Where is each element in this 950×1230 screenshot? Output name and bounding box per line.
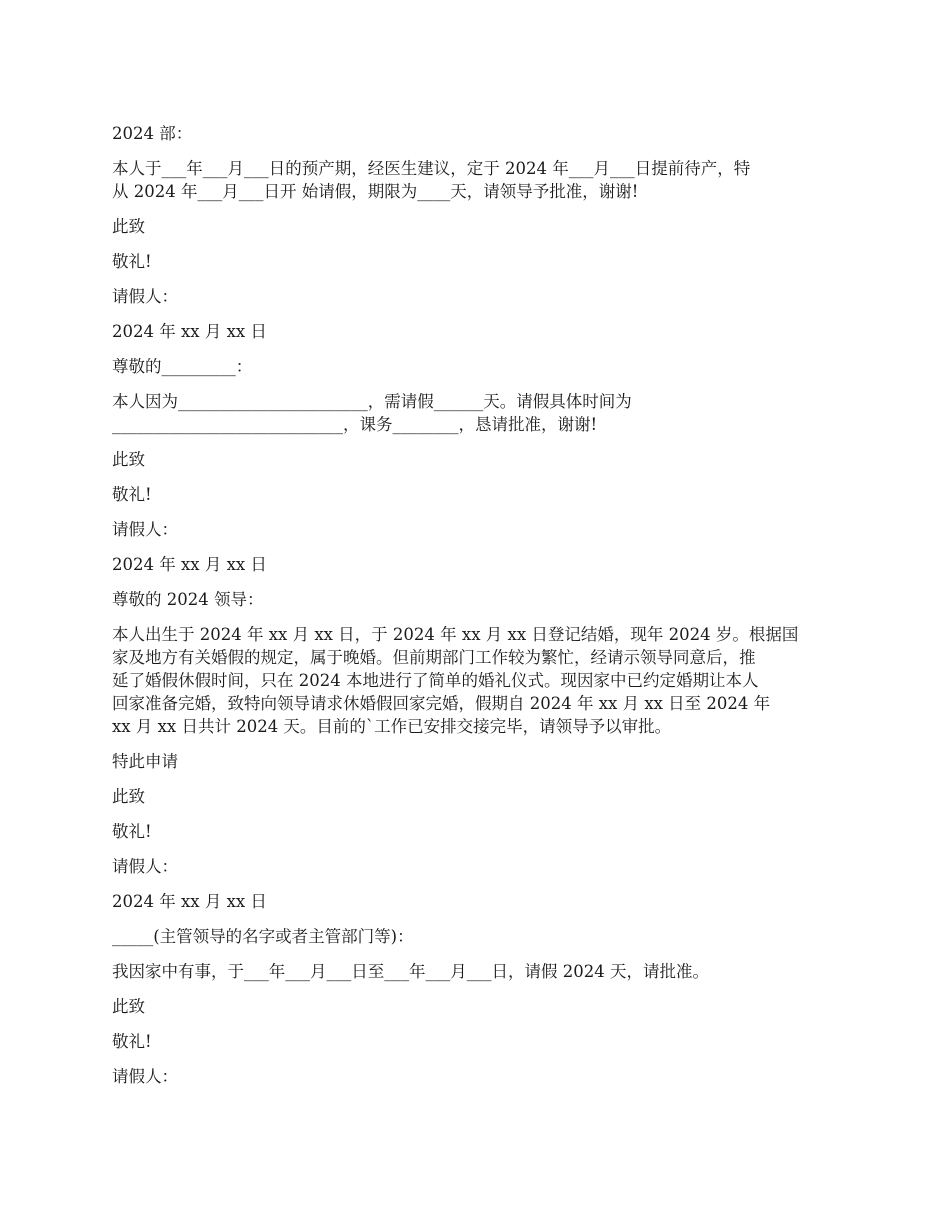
paragraph-p23 — [112, 1030, 842, 1053]
document-page — [112, 122, 842, 1100]
text-line: 请假人： — [112, 1067, 178, 1086]
text-line: 此致 — [112, 217, 145, 236]
text-line: 我因家中有事，于___年___月___日至___年___月___日，请假 2024 天，请批准。 — [112, 962, 709, 981]
paragraph-p08 — [112, 390, 842, 436]
text-line: 回家准备完婚，致特向领导请求休婚假回家完婚，假期自 2024 年 xx 月 xx 日至 2024 年 — [112, 694, 771, 713]
paragraph-p16 — [112, 785, 842, 808]
paragraph-p10 — [112, 483, 842, 506]
paragraph-p12 — [112, 553, 842, 576]
text-line: 敬礼! — [112, 822, 152, 841]
text-line: 敬礼! — [112, 485, 152, 504]
paragraph-p20 — [112, 925, 842, 948]
paragraph-p11 — [112, 518, 842, 541]
text-line: 请假人： — [112, 287, 178, 306]
text-line: xx 月 xx 日共计 2024 天。目前的`工作已安排交接完毕，请领导予以审批。 — [112, 717, 672, 736]
paragraph-p14 — [112, 623, 842, 738]
text-line: ____________________________，课务________，恳请批准，谢谢! — [112, 415, 598, 434]
text-line: 此致 — [112, 450, 145, 469]
text-line: _____(主管领导的名字或者主管部门等)： — [112, 927, 414, 946]
paragraph-p19 — [112, 890, 842, 913]
text-line: 此致 — [112, 997, 145, 1016]
text-line: 本人于___年___月___日的预产期，经医生建议，定于 2024 年___月___日提前待产，特 — [112, 159, 751, 178]
paragraph-p24 — [112, 1065, 842, 1088]
paragraph-p04 — [112, 250, 842, 273]
text-line: 特此申请 — [112, 752, 178, 771]
text-line: 2024 部： — [112, 124, 193, 143]
paragraph-p02 — [112, 157, 842, 203]
text-line: 2024 年 xx 月 xx 日 — [112, 322, 267, 341]
paragraph-p09 — [112, 448, 842, 471]
paragraph-p06 — [112, 320, 842, 343]
paragraph-p15 — [112, 750, 842, 773]
text-line: 本人因为_______________________，需请假______天。请假具体时间为 — [112, 392, 632, 411]
paragraph-p13 — [112, 588, 842, 611]
text-line: 尊敬的 2024 领导： — [112, 590, 264, 609]
text-line: 延了婚假休假时间，只在 2024 本地进行了简单的婚礼仪式。现因家中已约定婚期让本人 — [112, 671, 759, 690]
paragraph-p18 — [112, 855, 842, 878]
text-line: 本人出生于 2024 年 xx 月 xx 日，于 2024 年 xx 月 xx 日登记结婚，现年 2024 岁。根据国 — [112, 625, 799, 644]
paragraph-p21 — [112, 960, 842, 983]
text-line: 家及地方有关婚假的规定，属于晚婚。但前期部门工作较为繁忙，经请示领导同意后，推 — [112, 648, 756, 667]
text-line: 2024 年 xx 月 xx 日 — [112, 892, 267, 911]
text-line: 敬礼! — [112, 252, 152, 271]
paragraph-p07 — [112, 355, 842, 378]
text-line: 此致 — [112, 787, 145, 806]
text-line: 请假人： — [112, 520, 178, 539]
text-line: 2024 年 xx 月 xx 日 — [112, 555, 267, 574]
paragraph-p17 — [112, 820, 842, 843]
paragraph-p05 — [112, 285, 842, 308]
paragraph-p01 — [112, 122, 842, 145]
text-line: 从 2024 年___月___日开 始请假，期限为____天，请领导予批准，谢谢! — [112, 182, 639, 201]
text-line: 尊敬的_________： — [112, 357, 253, 376]
text-line: 请假人： — [112, 857, 178, 876]
paragraph-p22 — [112, 995, 842, 1018]
text-line: 敬礼! — [112, 1032, 152, 1051]
paragraph-p03 — [112, 215, 842, 238]
